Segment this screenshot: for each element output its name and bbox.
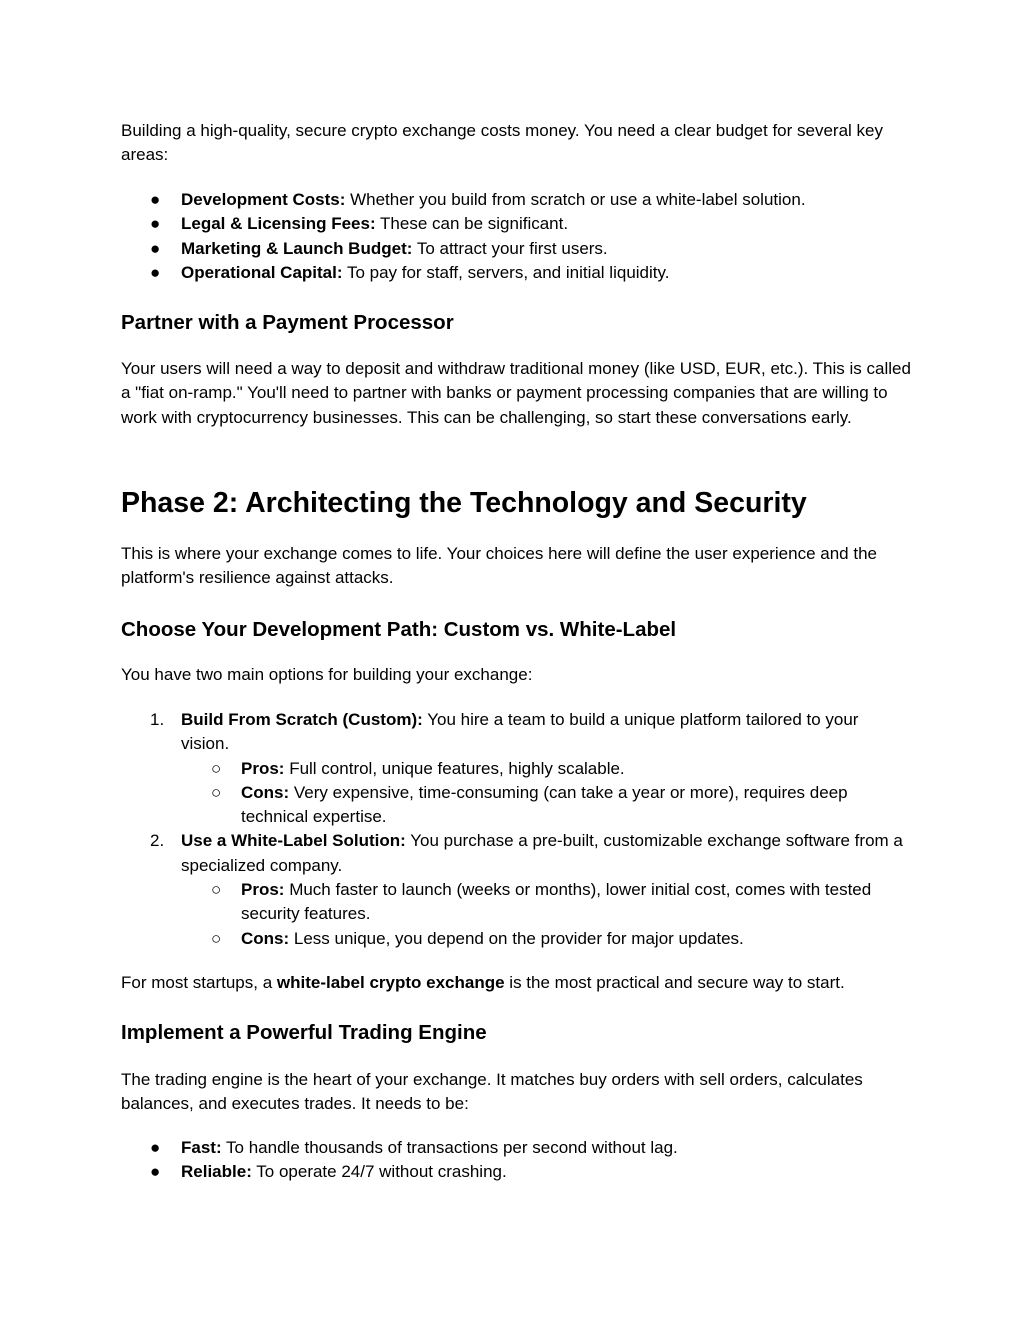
engine-heading: Implement a Powerful Trading Engine bbox=[121, 1021, 487, 1044]
list-item-label: Fast: bbox=[181, 1138, 222, 1157]
engine-paragraph: The trading engine is the heart of your exchange. It matches buy orders with sell orders, calculates balances, and executes trades. It needs to be: bbox=[121, 1070, 863, 1114]
dev-path-intro: You have two main options for building your exchange: bbox=[121, 665, 533, 684]
list-item-text: You purchase a pre-built, customizable exchange software from a specialized company. bbox=[181, 831, 903, 875]
bullet-icon: ● bbox=[150, 190, 161, 209]
list-item-label: Build From Scratch (Custom): bbox=[181, 710, 423, 729]
circle-bullet-icon: ○ bbox=[211, 880, 222, 900]
list-item-label: Development Costs: bbox=[181, 190, 346, 209]
list-subitem bbox=[121, 878, 911, 927]
pros-label: Pros: bbox=[241, 880, 285, 900]
list-item-text: Whether you build from scratch or use a white-label solution. bbox=[345, 190, 806, 209]
list-item-label: Operational Capital: bbox=[181, 262, 343, 282]
list-item bbox=[121, 188, 806, 212]
bullet-icon: ● bbox=[150, 214, 161, 234]
pros-label: Pros: bbox=[241, 758, 285, 778]
list-item-text: To handle thousands of transactions per second without lag. bbox=[221, 1138, 678, 1157]
budget-list bbox=[121, 188, 806, 285]
list-item-label: Use a White-Label Solution: bbox=[181, 831, 406, 851]
list-subitem bbox=[121, 757, 911, 781]
circle-bullet-icon: ○ bbox=[211, 928, 222, 948]
dev-path-heading: Choose Your Development Path: Custom vs. White-Label bbox=[121, 618, 677, 641]
bullet-icon: ● bbox=[150, 1138, 161, 1157]
bullet-icon: ● bbox=[150, 1162, 161, 1182]
dev-path-conclusion bbox=[121, 971, 845, 995]
cons-text: Less unique, you depend on the provider for major updates. bbox=[289, 928, 744, 948]
payment-paragraph: Your users will need a way to deposit and withdraw traditional money (like USD, EUR, etc.). This is called a "fiat on-ramp." You'll need to partner with banks or payment processing companies that are willing to work with cryptocurrency businesses. This can be challenging, so start these conversations early. bbox=[121, 359, 911, 427]
intro-paragraph: Building a high-quality, secure crypto exchange costs money. You need a clear budget for several key areas: bbox=[121, 121, 883, 165]
list-item-text: These can be significant. bbox=[375, 214, 569, 234]
phase2-heading: Phase 2: Architecting the Technology and Security bbox=[121, 487, 807, 519]
list-item bbox=[121, 708, 911, 757]
cons-text: Very expensive, time-consuming (can take a year or more), requires deep technical expertise. bbox=[241, 782, 848, 827]
list-subitem bbox=[121, 927, 911, 951]
list-item-label: Reliable: bbox=[181, 1162, 252, 1182]
list-item-text: You hire a team to build a unique platform tailored to your vision. bbox=[181, 710, 859, 754]
pros-text: Full control, unique features, highly scalable. bbox=[284, 758, 625, 778]
list-item bbox=[121, 1160, 911, 1184]
phase2-paragraph: This is where your exchange comes to life. Your choices here will define the user experience and the platform's resilience against attacks. bbox=[121, 544, 877, 588]
circle-bullet-icon: ○ bbox=[211, 782, 222, 802]
cons-label: Cons: bbox=[241, 782, 290, 802]
list-item-text: To operate 24/7 without crashing. bbox=[251, 1162, 507, 1182]
pros-text: Much faster to launch (weeks or months), lower initial cost, comes with tested security features. bbox=[241, 880, 872, 924]
list-item bbox=[121, 237, 806, 261]
list-item-label: Marketing & Launch Budget: bbox=[181, 238, 413, 258]
bullet-icon: ● bbox=[150, 238, 161, 258]
list-item-label: Legal & Licensing Fees: bbox=[181, 214, 376, 234]
list-item bbox=[121, 212, 806, 236]
list-item bbox=[121, 829, 911, 878]
list-item-text: To pay for staff, servers, and initial liquidity. bbox=[342, 262, 670, 282]
list-item bbox=[121, 261, 806, 285]
list-item-text: To attract your first users. bbox=[412, 238, 608, 258]
list-number: 1. bbox=[150, 710, 165, 729]
list-subitem bbox=[121, 781, 911, 830]
cons-label: Cons: bbox=[241, 928, 290, 948]
dev-options-list bbox=[121, 708, 911, 951]
list-item bbox=[121, 1136, 911, 1160]
list-number: 2. bbox=[150, 831, 165, 851]
conclusion-text: For most startups, a bbox=[121, 973, 277, 992]
engine-list bbox=[121, 1136, 911, 1185]
conclusion-text: is the most practical and secure way to start. bbox=[504, 973, 845, 992]
circle-bullet-icon: ○ bbox=[211, 758, 222, 778]
bullet-icon: ● bbox=[150, 262, 161, 282]
payment-heading: Partner with a Payment Processor bbox=[121, 311, 454, 334]
conclusion-emphasis: white-label crypto exchange bbox=[276, 973, 505, 992]
